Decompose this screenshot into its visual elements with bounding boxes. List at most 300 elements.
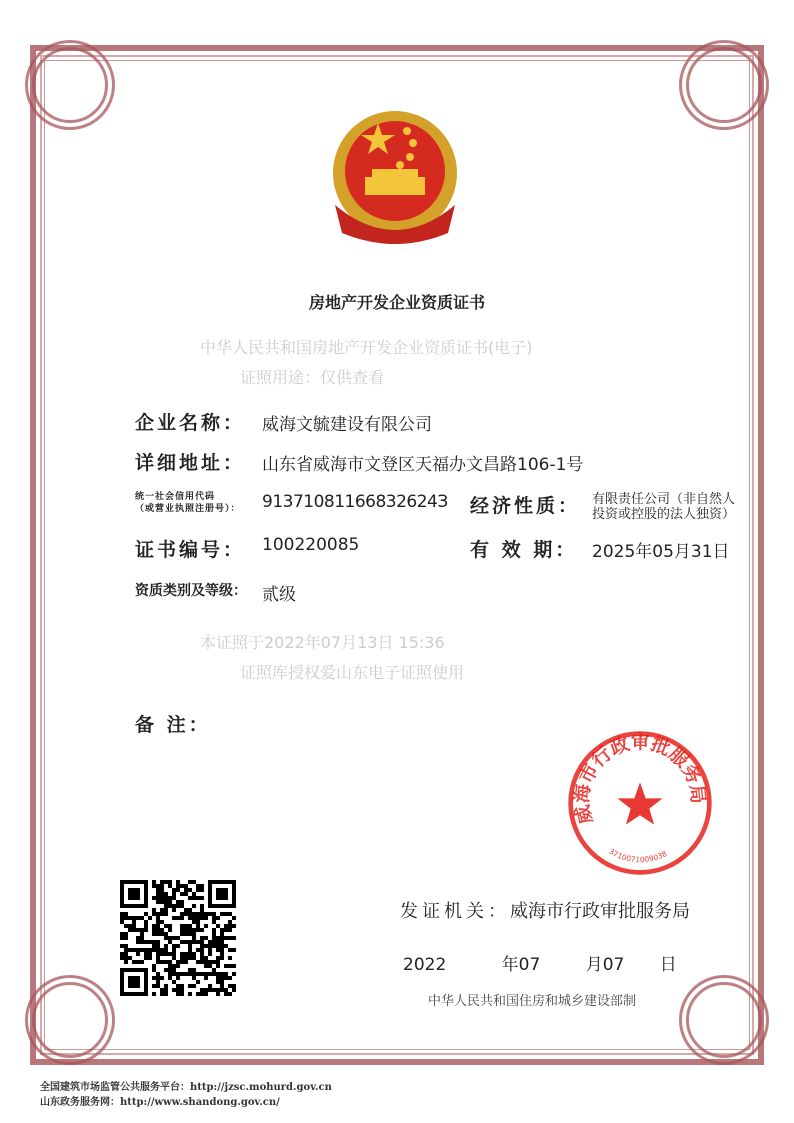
qr-module	[224, 936, 228, 940]
qr-module	[168, 940, 172, 944]
qr-module	[176, 944, 180, 948]
qr-module	[168, 960, 172, 964]
qr-module	[156, 916, 160, 920]
qr-module	[172, 916, 176, 920]
qr-module	[164, 984, 168, 988]
qr-module	[220, 932, 224, 936]
qr-module	[188, 932, 192, 936]
qr-module	[204, 992, 208, 996]
qr-module	[140, 948, 144, 952]
qr-module	[192, 920, 196, 924]
qr-module	[204, 916, 208, 920]
qr-module	[200, 992, 204, 996]
qr-module	[220, 948, 224, 952]
qr-module	[192, 940, 196, 944]
qr-module	[148, 916, 152, 920]
qr-module	[216, 972, 220, 976]
qr-module	[192, 912, 196, 916]
qr-module	[180, 892, 184, 896]
validity-date: 2025年05月31日	[592, 542, 730, 562]
qr-module	[200, 904, 204, 908]
qr-module	[160, 884, 164, 888]
economic-nature	[592, 492, 735, 522]
qr-module	[192, 880, 196, 884]
qr-module	[208, 940, 212, 944]
qr-module	[220, 936, 224, 940]
qr-module	[144, 956, 148, 960]
qr-module	[156, 984, 160, 988]
qr-module	[124, 960, 128, 964]
qr-module	[144, 940, 148, 944]
qr-module	[160, 896, 164, 900]
svg-text:3710071009038	[607, 847, 668, 865]
qr-module	[172, 964, 176, 968]
qr-module	[152, 964, 156, 968]
qr-module	[208, 952, 212, 956]
qr-module	[136, 952, 140, 956]
qr-module	[172, 980, 176, 984]
qr-module	[156, 980, 160, 984]
issuer-name: 威海市行政审批服务局	[510, 901, 690, 922]
qr-module	[164, 988, 168, 992]
qr-module	[160, 932, 164, 936]
corner-ornament-icon	[25, 975, 115, 1065]
qr-module	[172, 988, 176, 992]
economic-nature-line2: 投资或控股的法人独资）	[592, 507, 736, 522]
qr-module	[156, 932, 160, 936]
qr-module	[180, 932, 184, 936]
qr-module	[192, 904, 196, 908]
qr-module	[216, 940, 220, 944]
qr-module	[232, 964, 236, 968]
qr-module	[172, 888, 176, 892]
qr-module	[176, 976, 180, 980]
qr-module	[216, 988, 220, 992]
qr-module	[192, 968, 196, 972]
qr-module	[124, 936, 128, 940]
qr-module	[168, 928, 172, 932]
credit-code-label-line2: （或营业执照注册号）：	[135, 504, 241, 514]
qr-module	[220, 980, 224, 984]
qr-module	[220, 928, 224, 932]
qr-module	[172, 904, 176, 908]
qr-module	[120, 912, 124, 916]
qr-module	[132, 928, 136, 932]
qr-module	[208, 972, 212, 976]
qr-module	[164, 912, 168, 916]
qr-module	[212, 968, 216, 972]
qr-module	[216, 944, 220, 948]
qr-module	[168, 900, 172, 904]
qr-module	[196, 916, 200, 920]
qr-module	[212, 936, 216, 940]
qr-module	[156, 884, 160, 888]
qr-module	[160, 888, 164, 892]
qr-module	[204, 936, 208, 940]
qr-module	[160, 900, 164, 904]
qr-module	[204, 944, 208, 948]
qr-module	[180, 904, 184, 908]
qr-module	[152, 992, 156, 996]
qr-module	[156, 948, 160, 952]
qr-module	[144, 928, 148, 932]
qr-module	[124, 952, 128, 956]
qr-module	[200, 944, 204, 948]
qr-module	[156, 920, 160, 924]
qr-module	[136, 940, 140, 944]
qr-module	[192, 984, 196, 988]
qr-module	[156, 912, 160, 916]
qr-module	[228, 964, 232, 968]
qr-module	[200, 916, 204, 920]
qr-module	[196, 896, 200, 900]
qr-module	[208, 988, 212, 992]
qr-module	[200, 956, 204, 960]
qr-module	[180, 984, 184, 988]
qr-module	[136, 948, 140, 952]
qr-code[interactable]	[120, 880, 236, 996]
grade-label: 资质类别及等级：	[135, 583, 247, 599]
watermark-text: 证照用途：仅供查看	[240, 368, 385, 387]
qr-module	[136, 960, 140, 964]
qr-module	[184, 972, 188, 976]
qr-module	[164, 944, 168, 948]
qr-module	[192, 916, 196, 920]
qr-module	[164, 880, 168, 884]
qr-module	[152, 924, 156, 928]
qr-module	[224, 972, 228, 976]
qr-module	[180, 940, 184, 944]
day-unit: 日	[659, 955, 677, 975]
qr-module	[124, 944, 128, 948]
qr-module	[220, 940, 224, 944]
qr-module	[216, 960, 220, 964]
qr-module	[188, 984, 192, 988]
qr-module	[176, 900, 180, 904]
qr-module	[196, 920, 200, 924]
qr-module	[152, 968, 156, 972]
qr-module	[188, 908, 192, 912]
qr-module	[124, 956, 128, 960]
qr-module	[184, 940, 188, 944]
qr-module	[228, 924, 232, 928]
qr-module	[120, 944, 124, 948]
qr-module	[212, 988, 216, 992]
qr-module	[176, 984, 180, 988]
qr-module	[220, 956, 224, 960]
issue-year: 2022	[403, 955, 447, 975]
qr-module	[196, 888, 200, 892]
qr-module	[200, 908, 204, 912]
qr-module	[224, 988, 228, 992]
qr-module	[188, 952, 192, 956]
qr-module	[212, 960, 216, 964]
address: 山东省威海市文登区天福办文昌路106-1号	[262, 455, 584, 475]
qr-module	[212, 944, 216, 948]
qr-module	[140, 916, 144, 920]
qr-module	[148, 952, 152, 956]
economic-nature-label: 经济性质：	[470, 495, 581, 517]
qr-module	[224, 976, 228, 980]
qr-module	[192, 976, 196, 980]
qr-module	[148, 940, 152, 944]
qr-module	[132, 916, 136, 920]
qr-module	[164, 924, 168, 928]
qr-module	[144, 924, 148, 928]
issuer-label: 发证机关：	[400, 901, 510, 922]
qr-module	[160, 948, 164, 952]
qr-module	[204, 912, 208, 916]
qr-finder	[128, 976, 140, 988]
qr-module	[120, 916, 124, 920]
qr-module	[164, 932, 168, 936]
qr-module	[180, 988, 184, 992]
qr-module	[232, 916, 236, 920]
qr-module	[228, 936, 232, 940]
qr-module	[172, 908, 176, 912]
qr-module	[212, 928, 216, 932]
qr-module	[168, 904, 172, 908]
qr-module	[168, 936, 172, 940]
qr-module	[188, 880, 192, 884]
qr-module	[192, 956, 196, 960]
qr-module	[168, 884, 172, 888]
qr-module	[216, 980, 220, 984]
qr-module	[208, 964, 212, 968]
qr-module	[152, 884, 156, 888]
qr-module	[196, 980, 200, 984]
qr-module	[156, 960, 160, 964]
qr-module	[216, 964, 220, 968]
qr-module	[232, 924, 236, 928]
qr-module	[184, 892, 188, 896]
qr-module	[208, 984, 212, 988]
qr-module	[216, 976, 220, 980]
qr-module	[204, 924, 208, 928]
qr-module	[152, 932, 156, 936]
qr-module	[128, 924, 132, 928]
qr-module	[160, 992, 164, 996]
qr-module	[200, 972, 204, 976]
ministry-issuer: 中华人民共和国住房和城乡建设部制	[428, 994, 637, 1009]
qr-module	[172, 936, 176, 940]
qr-module	[216, 924, 220, 928]
qr-module	[160, 960, 164, 964]
qr-module	[152, 948, 156, 952]
qr-module	[132, 948, 136, 952]
seal-number: 3710071009038	[607, 846, 669, 865]
qr-module	[208, 960, 212, 964]
issue-date	[403, 950, 677, 975]
qr-module	[160, 908, 164, 912]
qr-module	[124, 948, 128, 952]
qr-module	[156, 956, 160, 960]
qr-module	[200, 952, 204, 956]
qr-module	[180, 916, 184, 920]
qr-module	[188, 944, 192, 948]
official-seal-icon	[565, 728, 715, 878]
qr-module	[200, 896, 204, 900]
qr-module	[184, 884, 188, 888]
qr-module	[220, 912, 224, 916]
issue-day: 07	[602, 955, 625, 975]
qr-module	[172, 892, 176, 896]
qr-module	[196, 948, 200, 952]
qr-module	[212, 940, 216, 944]
qr-module	[176, 880, 180, 884]
qr-module	[176, 964, 180, 968]
qr-module	[160, 892, 164, 896]
qr-module	[160, 988, 164, 992]
qr-module	[152, 896, 156, 900]
qr-module	[196, 924, 200, 928]
qr-module	[192, 896, 196, 900]
grade: 贰级	[262, 585, 296, 605]
qr-module	[232, 936, 236, 940]
qr-module	[180, 928, 184, 932]
qr-module	[200, 912, 204, 916]
qr-module	[164, 936, 168, 940]
qr-module	[176, 972, 180, 976]
qr-module	[228, 976, 232, 980]
qr-module	[220, 972, 224, 976]
qr-module	[168, 964, 172, 968]
qr-module	[156, 924, 160, 928]
qr-module	[160, 912, 164, 916]
qr-module	[224, 944, 228, 948]
qr-module	[164, 896, 168, 900]
qr-module	[140, 928, 144, 932]
qr-module	[192, 952, 196, 956]
qr-module	[136, 928, 140, 932]
qr-module	[156, 900, 160, 904]
qr-module	[164, 952, 168, 956]
month-unit: 月	[585, 955, 603, 975]
qr-module	[128, 916, 132, 920]
qr-module	[228, 920, 232, 924]
qr-module	[156, 940, 160, 944]
qr-module	[120, 952, 124, 956]
year-unit: 年	[501, 955, 519, 975]
qr-module	[192, 932, 196, 936]
issuer	[400, 897, 690, 923]
qr-module	[204, 972, 208, 976]
qr-module	[144, 948, 148, 952]
qr-module	[164, 968, 168, 972]
qr-module	[220, 952, 224, 956]
qr-module	[156, 952, 160, 956]
qr-module	[120, 956, 124, 960]
qr-module	[140, 940, 144, 944]
qr-module	[136, 916, 140, 920]
qr-module	[128, 928, 132, 932]
qr-module	[184, 888, 188, 892]
certificate-title: 房地产开发企业资质证书	[308, 293, 485, 312]
qr-module	[128, 948, 132, 952]
qr-module	[180, 924, 184, 928]
qr-module	[176, 936, 180, 940]
qr-module	[216, 916, 220, 920]
company-name-label: 企业名称：	[135, 412, 246, 434]
qr-module	[156, 896, 160, 900]
footer-platform-link[interactable]: 全国建筑市场监管公共服务平台：http://jzsc.mohurd.gov.cn	[40, 1082, 332, 1093]
qr-module	[212, 916, 216, 920]
qr-module	[192, 928, 196, 932]
qr-module	[152, 944, 156, 948]
qr-module	[152, 928, 156, 932]
qr-module	[224, 964, 228, 968]
qr-module	[216, 948, 220, 952]
qr-module	[220, 944, 224, 948]
qr-module	[152, 940, 156, 944]
qr-module	[188, 924, 192, 928]
qr-module	[200, 928, 204, 932]
qr-module	[168, 968, 172, 972]
qr-module	[188, 896, 192, 900]
qr-module	[228, 984, 232, 988]
qr-module	[220, 984, 224, 988]
qr-module	[184, 956, 188, 960]
qr-module	[192, 936, 196, 940]
economic-nature-line1: 有限责任公司（非自然人	[592, 492, 736, 507]
qr-module	[184, 952, 188, 956]
qr-module	[176, 888, 180, 892]
qr-module	[168, 972, 172, 976]
qr-module	[180, 952, 184, 956]
qr-module	[120, 932, 124, 936]
qr-module	[200, 960, 204, 964]
qr-module	[188, 912, 192, 916]
company-name: 威海文毓建设有限公司	[262, 415, 432, 435]
qr-module	[156, 976, 160, 980]
qr-module	[228, 956, 232, 960]
qr-module	[232, 984, 236, 988]
qr-module	[124, 924, 128, 928]
qr-module	[160, 976, 164, 980]
qr-module	[168, 952, 172, 956]
qr-module	[184, 908, 188, 912]
qr-module	[224, 928, 228, 932]
qr-module	[200, 936, 204, 940]
address-label: 详细地址：	[135, 452, 246, 474]
qr-module	[228, 912, 232, 916]
qr-module	[216, 992, 220, 996]
qr-module	[172, 952, 176, 956]
qr-module	[164, 892, 168, 896]
qr-module	[216, 956, 220, 960]
qr-module	[160, 952, 164, 956]
qr-module	[212, 932, 216, 936]
qr-module	[156, 928, 160, 932]
qr-module	[200, 940, 204, 944]
qr-module	[204, 988, 208, 992]
qr-module	[212, 912, 216, 916]
qr-module	[132, 960, 136, 964]
qr-module	[164, 992, 168, 996]
qr-module	[180, 992, 184, 996]
watermark-text: 证照库授权爱山东电子证照使用	[240, 663, 465, 682]
qr-module	[184, 912, 188, 916]
qr-module	[212, 972, 216, 976]
qr-module	[232, 988, 236, 992]
qr-module	[164, 948, 168, 952]
qr-module	[156, 972, 160, 976]
footer-gov-link[interactable]: 山东政务服务网：http://www.shandong.gov.cn/	[40, 1097, 280, 1108]
issue-month: 07	[518, 955, 541, 975]
qr-module	[172, 968, 176, 972]
qr-module	[212, 920, 216, 924]
certificate-number: 100220085	[262, 535, 360, 555]
